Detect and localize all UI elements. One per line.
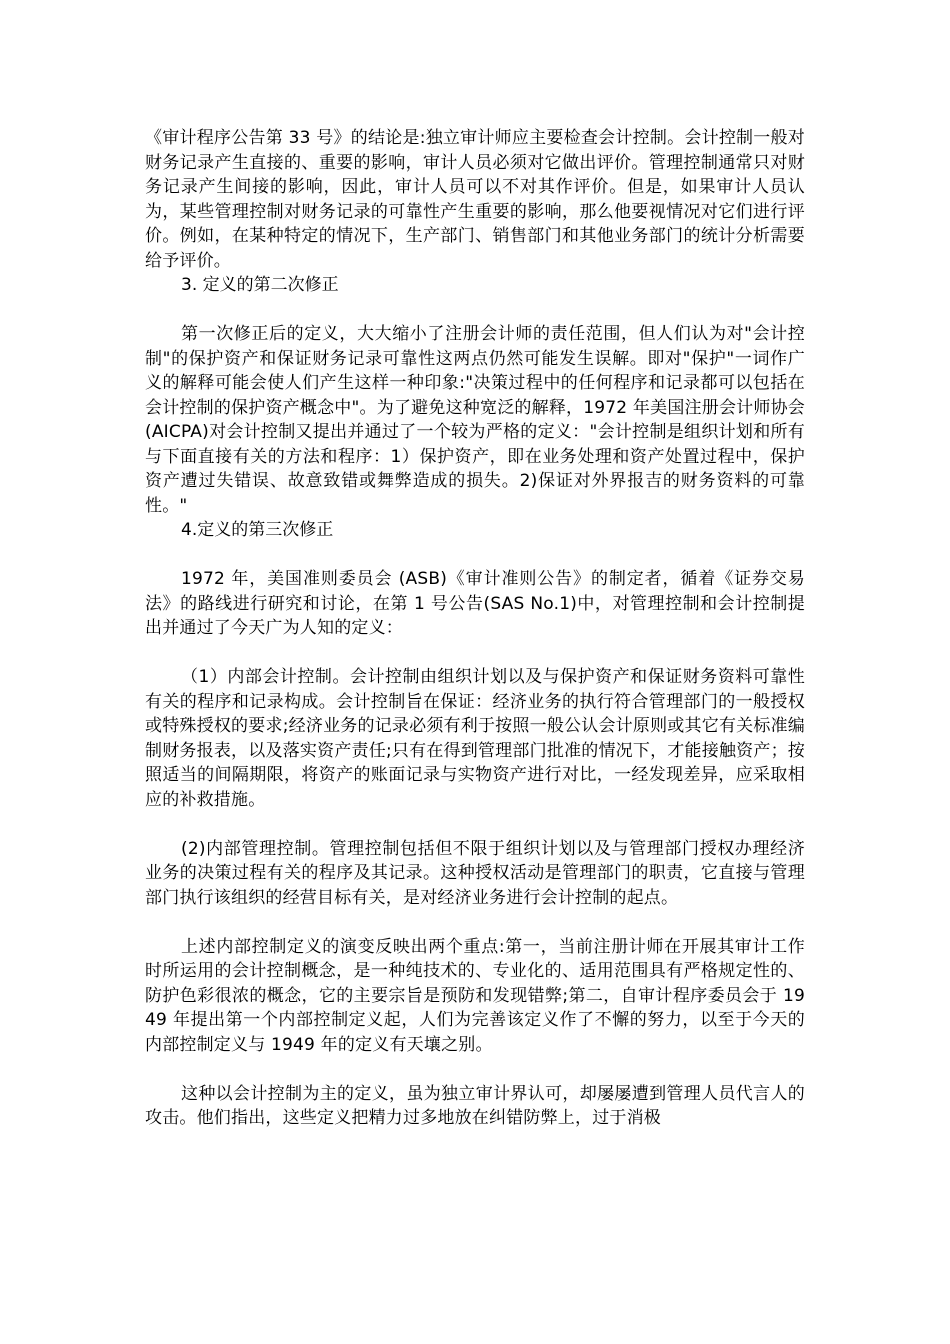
paragraph-internal-accounting-control: （1）内部会计控制。会计控制由组织计划以及与保护资产和保证财务资料可靠性有关的程序和记录构成。会计控制旨在保证：经济业务的执行符合管理部门的一般授权或特殊授权的要求;经济业务的记录必须有利于按照一般公认会计原则或其它有关标准编制财务报表，以及落实资产责任;只有在得到管理部门批准的情况下，才能接触资产；按照适当的间隔期限，将资产的账面记录与实物资产进行对比，一经发现差异，应采取相应的补救措施。 <box>145 667 805 810</box>
document-body <box>145 126 805 1131</box>
paragraph-second-revision: 第一次修正后的定义，大大缩小了注册会计师的责任范围，但人们认为对"会计控制"的保护资产和保证财务记录可靠性这两点仍然可能发生误解。即对"保护"一词作广义的解释可能会使人们产生这样一种印象:"决策过程中的任何程序和记录都可以包括在会计控制的保护资产概念中"。为了避免这种宽泛的解释，1972 年美国注册会计师协会(AICPA)对会计控制又提出并通过了一个较为严格的定义："会计控制是组织计划和所有与下面直接有关的方法和程序：1）保护资产，即在业务处理和资产处置过程中，保护资产遭过失错误、故意致错或舞弊造成的损失。2)保证对外界报吉的财务资料的可靠性。" <box>145 324 805 516</box>
paragraph-internal-management-control: (2)内部管理控制。管理控制包括但不限于组织计划以及与管理部门授权办理经济业务的决策过程有关的程序及其记录。这种授权活动是管理部门的职责，它直接与管理部门执行该组织的经营目标有关，是对经济业务进行会计控制的起点。 <box>145 838 805 908</box>
paragraph-third-revision-intro: 1972 年，美国准则委员会 (ASB)《审计准则公告》的制定者，循着《证券交易法》的路线进行研究和讨论，在第 1 号公告(SAS No.1)中，对管理控制和会计控制提出并通过了今天广为人知的定义： <box>145 569 805 638</box>
section-heading-second-revision: 3. 定义的第二次修正 <box>181 275 339 295</box>
paragraph-criticism: 这种以会计控制为主的定义，虽为独立审计界认可，却屡屡遭到管理人员代言人的攻击。他们指出，这些定义把精力过多地放在纠错防弊上，过于消极 <box>145 1083 805 1128</box>
paragraph-evolution-summary: 上述内部控制定义的演变反映出两个重点:第一，当前注册计师在开展其审计工作时所运用的会计控制概念，是一种纯技术的、专业化的、适用范围具有严格规定性的、防护色彩很浓的概念，它的主要宗旨是预防和发现错弊;第二，自审计程序委员会于 1949 年提出第一个内部控制定义起，人们为完善该定义作了不懈的努力，以至于今天的内部控制定义与 1949 年的定义有天壤之别。 <box>145 936 805 1055</box>
section-heading-third-revision: 4.定义的第三次修正 <box>181 520 334 540</box>
paragraph-sap33-conclusion: 《审计程序公告第 33 号》的结论是:独立审计师应主要检查会计控制。会计控制一般对财务记录产生直接的、重要的影响，审计人员必须对它做出评价。管理控制通常只对财务记录产生间接的影响，因此，审计人员可以不对其作评价。但是，如果审计人员认为，某些管理控制对财务记录的可靠性产生重要的影响，那么他要视情况对它们进行评价。例如，在某种特定的情况下，生产部门、销售部门和其他业务部门的统计分析需要给予评价。 <box>145 128 805 271</box>
